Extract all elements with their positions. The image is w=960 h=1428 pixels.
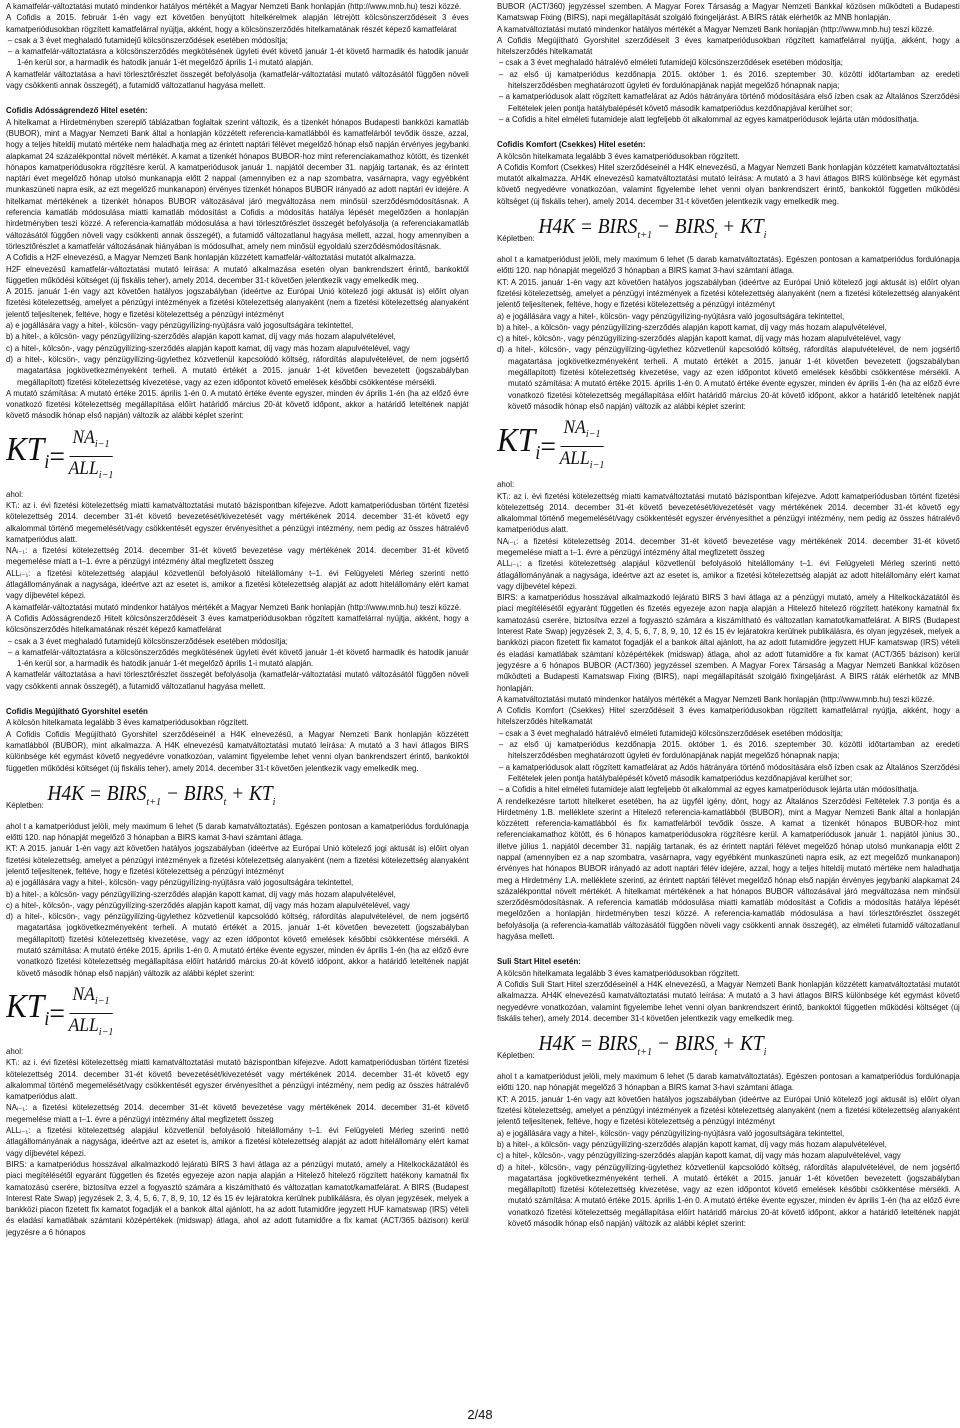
paragraph: H2F elnevezésű kamatfelár-változtatási mutató leírása: A mutató alkalmazása esetén olyan bankrendszert érintő, bankoktól független működési költséget (új fiskális teher), amely 2014. december 31-t követően jelentkezik vagy emelkedik meg.: [6, 263, 469, 285]
paragraph: ahol:: [497, 479, 515, 490]
formula-lhs: $KT_i$: [6, 988, 50, 1031]
paragraph: A Cofidis Cofidis Megújítható Gyorshitel szerződéseinél a H4K elnevezésű, a Magyar Nemzeti Bank honlapján közzétett kamatlábból (BUBOR), mint alkalmazza. A H4K elnevezésű kamatváltoztatási mutató leírása: A mutató a 3 havi átlagos BIRS különbsége két egymást követő negyedévre vonatkozóan, valamint figyelembe lehet venni olyan bankrendszert érintő, bankoktól független működési költséget (új fiskális teher), amely 2014. december 31-t követően jelentkezik vagy emelkedik meg.: [6, 728, 469, 773]
definition: KTᵢ: az i. évi fizetési kötelezettség miatti kamatváltoztatási mutató bázispontban kifejezve. Adott kamatperiódusban történt fizetési kötelezettség 2014. december 31-ét követő bevezetését/kivezetését vagy mértékének 2014. december 31-ét követő egy alkalommal történő megemelését/vagy csökkentését egyszer érvényesíthet a pénzügyi intézmény, nem pedig az összes hátralévő kamatperiódus alatt.: [6, 499, 469, 544]
formula-denominator: $ALL_{i-1}$: [68, 457, 114, 481]
list-item: – a kamatperiódusok alatt rögzített kamatfelárat az Adós hátrányára történő módosítására első ízben csak az Általános Szerződési Feltételek jelen pontja hatálybalépését követő második kamatperiódus kezdőnapjával kerülhet sor;: [498, 91, 960, 113]
list-item: – a kamatfelár-változtatásra a kölcsönszerződés megkötésének ügyleti évét követő január 1-ét követő harmadik és hatodik január 1-én kerül sor, a harmadik és hatodik január 1-ét megelőző április 1-i mutató alapján.: [7, 646, 469, 669]
list-item: c) a hitel-, kölcsön-, vagy pénzügyilízing-szerződés alapján kapott kamat, díj vagy más hozam alapulvételével, vagy: [6, 899, 410, 910]
list-item: b) a hitel-, a kölcsön- vagy pénzügyilízing-szerződés alapján kapott kamat, díj vagy más hozam alapulvételével,: [6, 888, 396, 899]
list-item: a) e jogállására vagy a hitel-, kölcsön- vagy pénzügyilízing-nyújtásra való jogosultságára tekintettel,: [6, 320, 354, 331]
paragraph: A kamatfelár változtatása a havi törlesztőrészlet összegét befolyásolja (kamatfelár-változtatási mutató változásától függően növeli vagy csökkenti annak összegét), a futamidő változatlanul hagyása mellett.: [6, 669, 469, 691]
left-column: [6, 1, 469, 1403]
formula-numerator: $NA_{i-1}$: [70, 428, 113, 457]
paragraph: A kölcsön hitelkamata legalább 3 éves kamatperiódusokban rögzített.: [6, 717, 249, 728]
list-item: – az első új kamatperiódus kezdőnapja 2015. október 1. és 2016. szeptember 30. közötti időtartamban az eredeti hitelszerződésben meghatározott ügyleti év fordulónapjának napját megelőző hónapnak napja;: [498, 68, 960, 91]
paragraph: A kölcsön hitelkamata legalább 3 éves kamatperiódusokban rögzített.: [497, 150, 740, 161]
paragraph: A Cofidis Megújítható Gyorshitel szerződéseit 3 éves kamatperiódusokban rögzített kamatfelárral nyújtja, akként, hogy a hitelszerződés hitelkamatát: [497, 34, 960, 57]
formula-numerator: $NA_{i-1}$: [70, 985, 113, 1014]
definition: NAᵢ₋₁: a fizetési kötelezettség 2014. december 31-ét követő bevezetése vagy mértékének 2014. december 31-ét követő megemelése miatt a t–1. évre a pénzügyi intézmény által megfizetett összeg: [6, 1102, 469, 1124]
paragraph: ahol:: [6, 1045, 24, 1056]
formula-label: Képletben:: [497, 1049, 535, 1060]
definition: NAᵢ₋₁: a fizetési kötelezettség 2014. december 31-ét követő bevezetése vagy mértékének 2014. december 31-ét követő megemelése miatt a t–1. évre a pénzügyi intézmény által megfizetett összeg: [6, 545, 469, 567]
paragraph: A rendelkezésre tartott hitelkeret esetében, ha az ügyfél igény, dönt, hogy az Általános Szerződési Feltételek 7.3 pontja és a Hirdetmény 1.B. melléklete szerint a Hitelező referencia-kamatlábból (BUBOR), mint a Magyar Nemzeti Bank által a honlapján közzétett referencia-kamatlábból és fix kamatfelárból tevődik össze. A kamat a tizenkét hónapos BUBOR-hoz mint referenciakamathoz kötött, és 6 hónapos kamatperiódusokra rögzítésre kerül. A kamatperiódusok január 1. napjától június 30., illetve július 1. napjától december 31. napjáig tartanak, és az érintett naptári félévet megelőző hónap utolsó munkanapja előtt 2 nappal (amennyiben ez a nap szombatra, vasárnapra, vagy egyébként munkaszüneti napra esik, az ezt megelőző munkanapon) érvényes hat hónapos BUBOR irányadó az adott naptári félév idejére, azzal, hogy a teljes hiteldíj mutató mértéke nem haladhatja meg a Hirdetmény 1.A. melléklete szerinti, az érintett naptári félévet megelőző hónap első napján érvényes jegybanki alapkamat 24 százalékponttal növelt mértékét. A hitelkamat mértékének a hat hónapos BUBOR változásával járó megváltozása nem minősül szerződésmódosításnak. A referencia kamatláb módosulása miatti kamatláb módosítást a Cofidis a módosítás hatálya lépését megelőzően a honlapján hirdetményben teszi közzé. A referencia-kamatláb módosulása a havi törlesztőrészlet összegét befolyásolja (a referencia-kamatláb változásától függően növeli vagy csökkenti annak összegét), az elméleti futamidő változatlanul hagyása mellett.: [497, 795, 960, 942]
paragraph: A Cofidis Adósságrendező Hitelt kölcsönszerződéseit 3 éves kamatperiódusokban rögzített kamatfelárral nyújtja, akként, hogy a kölcsönszerződés hitelkamatának részét képező kamatfelárat: [6, 612, 469, 635]
formula-label: Képletben:: [6, 799, 44, 810]
list-item: – a Cofidis a hitel elméleti futamideje alatt legfeljebb öt alkalommal az egyes kamatperiódusok lejárta után módosíthatja.: [498, 113, 919, 124]
list-item: a) e jogállására vagy a hitel-, kölcsön- vagy pénzügyilízing-nyújtásra való jogosultságára tekintettel,: [497, 1127, 845, 1138]
list-item: – a kamatperiódusok alatt rögzített kamatfelárat az Adós hátrányára történő módosítására első ízben csak az Általános Szerződési Feltételek jelen pontja hatálybalépését követő második kamatperiódus kezdőnapjával kerülhet sor;: [498, 761, 960, 783]
paragraph: A 2015. január 1-én vagy azt követően hatályos jogszabályban (ideértve az Európai Unió kötelező jogi aktusát is) előírt olyan fizetési kötelezettség, amelyet a pénzügyi intézmények a fizetési kötelezettség alanyaként (nem a fizetési kötelezettség alanyaként jelentő teljesítenek, feltéve, hogy e fizetési kötelezettség a pénzügyi intézményt: [6, 286, 469, 319]
paragraph: A kamatfelár változtatása a havi törlesztőrészlet összegét befolyásolja (kamatfelár-változtatási mutató változásától függően növeli vagy csökkenti annak összegét), a futamidő változatlanul hagyása mellett.: [6, 68, 469, 91]
paragraph: KT: A 2015. január 1-én vagy azt követően hatályos jogszabályban (ideértve az Európai Unió kötelező jogi aktusát is) előírt olyan fizetési kötelezettség, amelyet a pénzügyi intézmények a fizetési kötelezettség alanyaként (nem a fizetési kötelezettség alanyaként jelentő teljesítenek, feltéve, hogy e fizetési kötelezettség a pénzügyi intézményt: [497, 1093, 960, 1127]
section-heading-adossagrendezo: Cofidis Adósságrendező Hitel esetén:: [6, 105, 148, 116]
paragraph: BUBOR (ACT/360) jegyzéssel szemben. A Magyar Forex Társaság a Magyar Nemzeti Bankkal közösen működteti a Budapesti Kamatswap Fixing (BIRS), napi megállapítását szolgáló fixingeljárást. A BIRS ráták elérhetők az MNB honlapján.: [497, 1, 960, 23]
list-item: d) a hitel-, kölcsön-, vagy pénzügyilízing-ügylethez közvetlenül kapcsolódó költség, ráfordítás alapulvételével, de nem jogsértő magatartása jogkövetkezményeként terheli. A mutató értékét a 2015. január 1-ét követően bevezetett (jogszabályban megállapított) fizetési kötelezettség kivezetése, vagy az ezen időpontot követő emelések későbbi csökkentése mérsékli. A mutató számítása: A mutató értéke 2015. április 1-én 0. A mutató értéke évente egyszer, minden év április 1-én (ha az előző évre vonatkozó fizetési kötelezettség megállapítása előírt határidő március 20-át követő időpont, akkor a határidő leteltének napját követő második hónap első napján) változik az alábbi képlet szerint:: [6, 911, 469, 978]
formula-equals: =: [540, 430, 556, 464]
definition: KTᵢ: az i. évi fizetési kötelezettség miatti kamatváltoztatási mutató bázispontban kifejezve. Adott kamatperiódusban történt fizetési kötelezettség 2014. december 31-ét követő bevezetését/kivezetését vagy mértékének 2014. december 31-ét követő egy alkalommal történő megemelését/vagy csökkentését egyszer érvényesíthet a pénzügyi intézmény, nem pedig az összes hátralévő kamatperiódus alatt.: [497, 490, 960, 535]
formula-fraction: [69, 428, 114, 485]
list-item: d) a hitel-, kölcsön-, vagy pénzügyilízing-ügylethez közvetlenül kapcsolódó költség, ráfordítás alapulvételével, de nem jogsértő magatartása jogkövetkezményeként terheli. A mutató értékét a 2015. január 1-ét követően bevezetett (jogszabályban megállapított) fizetési kötelezettség kivezetése, vagy az ezen időpontot követő emelések későbbi csökkentése mérsékli. A mutató számítása: A mutató értéke 2015. április 1-én 0. A mutató értéke évente egyszer, minden év április 1-én (ha az előző évre vonatkozó fizetési kötelezettség megállapítása előírt határidő március 20-át követő időpont, akkor a határidő leteltének napját követő második hónap első napján) változik az alábbi képlet szerint:: [497, 344, 960, 411]
paragraph: A hitelkamat a Hirdetményben szereplő táblázatban foglaltak szerint változik, és a tizenkét hónapos Budapesti bankközi kamatláb (BUBOR), mint a Magyar Nemzeti Bank által a honlapján közzétett referencia-kamatlábból és kamatfelárból tevődik össze, azzal, hogy a teljes hiteldíj mutató mértéke nem haladhatja meg az érintett naptári félévet megelőző hónap első napján érvényes jegybanki alapkamat 24 százalékponttal növelt mértékét. A kamat a tizenkét hónapos BUBOR-hoz mint referenciakamathoz kötött, és tizenkét hónapos kamatperiódusokra rögzítésre kerül. A kamatperiódusok január 1. napjától december 31. napjáig tartanak, és az érintett naptári évet megelőző hónap utolsó munkanapja előtt 2 nappal (amennyiben ez a nap szombatra, vasárnapra, vagy egyébként munkaszüneti napra esik, az ezt megelőző munkanapon) érvényes tizenkét hónapos BUBOR irányadó az adott naptári év idejére. A hitelkamat mértékének a tizenkét hónapos BUBOR változásával járó megváltozása nem minősül szerződésmódosításnak. A referencia kamatláb módosulása miatti kamatláb módosítást a Cofidis a módosítás hatálya lépését megelőzően a honlapján hirdetményben teszi közzé. A referencia-kamatláb módosulása a havi törlesztőrészlet összegét befolyásolja (a referenciakamatláb változásától függően növeli vagy csökkenti annak összegét), a futamidő változatlanul hagyása mellett, azzal, hogy amennyiben a törlesztőrészlet a kamatfelár változásának hiányában is módosulhat, amely nem minősül egyoldalú szerződésmódosításnak.: [6, 116, 469, 251]
formula-expression: $H4K = BIRS_{t+1}$ − $BIRS_t + KT_i$: [538, 214, 767, 242]
formula-expression: $H4K = BIRS_{t+1}$ − $BIRS_t + KT_i$: [47, 780, 276, 808]
paragraph: A Cofidis Suli Start Hitel szerződéseinél a H4K elnevezésű, a Magyar Nemzeti Bank honlapján közzétett kamatváltoztatási mutatót alkalmazza. AH4K elnevezésű kamatváltoztatási mutató leírása: A mutató a 3 havi átlagos BIRS különbsége két egymást követő negyedévre vonatkozóan, valamint figyelembe lehet venni olyan bankrendszert érintő, bankoktól független működési költséget (új fiskális teher), amely 2014. december 31-t követően jelentkezik vagy emelkedik meg.: [497, 978, 960, 1023]
formula-lhs: $KT_i$: [497, 421, 541, 464]
paragraph: ahol t a kamatperiódust jelöli, mely maximum 6 lehet (5 darab kamatváltoztatás). Egészen pontosan a kamatperiódus fordulónapja előtti 120. nap hónapját megelőző 3 hónapban a BIRS kamat 3-havi számtani átlaga.: [497, 254, 960, 276]
list-item: c) a hitel-, kölcsön-, vagy pénzügyilízing-szerződés alapján kapott kamat, díj vagy más hozam alapulvételével, vagy: [6, 342, 410, 353]
paragraph: A kölcsön hitelkamata legalább 3 éves kamatperiódusokban rögzített.: [497, 967, 740, 978]
formula-equals: =: [49, 996, 65, 1030]
section-heading-komfort: Cofidis Komfort (Csekkes) Hitel esetén:: [497, 139, 646, 150]
formula-denominator: $ALL_{i-1}$: [68, 1014, 114, 1038]
list-item: b) a hitel-, a kölcsön- vagy pénzügyilízing-szerződés alapján kapott kamat, díj vagy más hozam alapulvételével,: [497, 321, 887, 332]
paragraph: KT: A 2015. január 1-én vagy azt követően hatályos jogszabályban (ideértve az Európai Unió kötelező jogi aktusát is) előírt olyan fizetési kötelezettség, amelyet a pénzügyi intézmények a fizetési kötelezettség alanyaként (nem a fizetési kötelezettség alanyaként jelentő teljesítenek, feltéve, hogy e fizetési kötelezettség a pénzügyi intézményt: [497, 276, 960, 310]
definition: KTᵢ: az i. évi fizetési kötelezettség miatti kamatváltoztatási mutató bázispontban kifejezve. Adott kamatperiódusban történt fizetési kötelezettség 2014. december 31-ét követő bevezetését/kivezetését vagy mértékének 2014. december 31-ét követő egy alkalommal történő megemelését/vagy csökkentését egyszer érvényesíthet a pénzügyi intézmény, nem pedig az összes hátralévő kamatperiódus alatt.: [6, 1057, 469, 1102]
formula-fraction: [560, 418, 605, 475]
list-item: a) e jogállására vagy a hitel-, kölcsön- vagy pénzügyilízing-nyújtásra való jogosultságára tekintettel,: [6, 877, 354, 888]
h4k-formula: [497, 1030, 960, 1065]
formula-equals: =: [49, 439, 65, 473]
list-item: a) e jogállására vagy a hitel-, kölcsön- vagy pénzügyilízing-nyújtásra való jogosultságára tekintettel,: [497, 310, 845, 321]
page-number: 2/48: [467, 1407, 493, 1422]
list-item: – az első új kamatperiódus kezdőnapja 2015. október 1. és 2016. szeptember 30. közötti időtartamban az eredeti hitelszerződésben meghatározott ügyleti év fordulónapjának napját megelőző hónapnak napja;: [498, 739, 960, 761]
paragraph: KT: A 2015. január 1-én vagy azt követően hatályos jogszabályban (ideértve az Európai Unió kötelező jogi aktusát is) előírt olyan fizetési kötelezettség, amelyet a pénzügyi intézmények a fizetési kötelezettség alanyaként (nem a fizetési kötelezettség alanyaként jelentő teljesítenek, feltéve, hogy e fizetési kötelezettség a pénzügyi intézményt: [6, 843, 469, 876]
paragraph: A Cofidis Komfort (Csekkes) Hitel szerződéseinél a H4K elnevezésű, a Magyar Nemzeti Bank honlapján közzétett kamatváltoztatási mutatót alkalmazza. AH4K elnevezésű kamatváltoztatási mutató leírása: A mutató a 3 havi átlagos BIRS különbsége két egymást követő negyedévre vonatkozóan, valamint figyelembe lehet venni olyan bankrendszert érintő, bankoktól független működési költséget (új fiskális teher), amely 2014. december 31-t követően jelentkezik vagy emelkedik meg.: [497, 161, 960, 206]
section-heading-megujithato: Cofidis Megújítható Gyorshitel esetén: [6, 706, 148, 717]
definition: ALLᵢ₋₁: a fizetési kötelezettség alapjául közvetlenül befolyásoló hitelállomány t–1. évi Felügyeleti Mérleg szerinti nettó átlagállományának a nagysága, ideértve azt az esetet is, amikor a fizetési kötelezettség alapját az adott hitelállomány elért kamat vagy díjbevétel képezi.: [6, 1125, 469, 1158]
list-item: c) a hitel-, kölcsön-, vagy pénzügyilízing-szerződés alapján kapott kamat, díj vagy más hozam alapulvételével, vagy: [497, 333, 901, 344]
formula-expression: $H4K = BIRS_{t+1}$ − $BIRS_t + KT_i$: [538, 1031, 767, 1059]
definition: ALLᵢ₋₁: a fizetési kötelezettség alapjául közvetlenül befolyásoló hitelállomány t–1. évi Felügyeleti Mérleg szerinti nettó átlagállományának a nagysága, ideértve azt az esetet is, amikor a fizetési kötelezettség alapját az adott hitelállomány elért kamat vagy díjbevétel képezi.: [6, 567, 469, 601]
list-item: c) a hitel-, kölcsön-, vagy pénzügyilízing-szerződés alapján kapott kamat, díj vagy más hozam alapulvételével, vagy: [497, 1150, 901, 1161]
paragraph: A kamatváltoztatási mutató mindenkor hatályos mértékét a Magyar Nemzeti Bank honlapján (http://www.mnb.hu) teszi közzé.: [497, 693, 935, 704]
formula-label: Képletben:: [497, 232, 535, 243]
paragraph: ahol:: [6, 488, 24, 499]
right-column: [497, 1, 960, 1403]
list-item: – csak a 3 évet meghaladó hátralévő elméleti futamidejű kölcsönszerződések esetében módosítja;: [498, 727, 843, 738]
paragraph: A kamatfelár-változtatási mutató mindenkor hatályos mértékét a Magyar Nemzeti Bank honlapján (http://www.mnb.hu) teszi közzé.: [6, 601, 462, 612]
paragraph: A Cofidis Komfort (Csekkes) Hitel szerződéseit 3 éves kamatperiódusokban rögzített kamatfelárral nyújtja, akként, hogy a hitelszerződés hitelkamatát: [497, 705, 960, 727]
kt-formula: [497, 418, 960, 475]
paragraph: A mutató számítása: A mutató értéke 2015. április 1-én 0. A mutató értéke évente egyszer, minden év április 1-én (ha az előző évre vonatkozó fizetési kötelezettség megállapítása előírt határidő március 20-át követő időpont, akkor a határidő leteltének napját követő második hónap első napján) változik az alábbi képlet szerint:: [6, 387, 469, 421]
formula-numerator: $NA_{i-1}$: [561, 418, 604, 447]
formula-denominator: $ALL_{i-1}$: [559, 448, 605, 472]
paragraph: A kamatváltoztatási mutató mindenkor hatályos mértékét a Magyar Nemzeti Bank honlapján (http://www.mnb.hu) teszi közzé.: [497, 23, 935, 34]
definition: BIRS: a kamatperiódus hosszával alkalmazkodó lejáratú BIRS 3 havi átlaga az a pénzügyi mutató, amely a Hitelkockázatától és piaci megítélésétől egyaránt független és fizetés egyezeje azon napja alapján a Hitelező hitelező rögzített hatékony kamatnál fix kamatozású cserére, biztosítva ezzel a fogyasztó számára a kiszámítható és változatlan kamatot/kamatfelárat. A BIRS (Budapest Interest Rate Swap) jegyzések 2, 3, 4, 5, 6, 7, 8, 9, 10, 12 és 15 év lejáratokra kerülnek publikálásra, és olyan jegyzések, melyek a bankközi piacon fizetett fix kamatot fogadják el a bankok által ajánlott, ha az adott futamidőre jegyzett HUF kamatswap (IRS) vételi és eladási kamatlábak számtani középértékek (midswap) átlaga, ahol az adott futamidőre a fix kamat (ACT/365 bázison) kerül jegyzésre a 6 hónapos: [6, 1158, 469, 1237]
definition: NAᵢ₋₁: a fizetési kötelezettség 2014. december 31-ét követő bevezetése vagy mértékének 2014. december 31-ét követő megemelése miatt a t–1. évre a pénzügyi intézmény által megfizetett összeg: [497, 535, 960, 557]
kt-formula: [6, 985, 469, 1042]
list-item: b) a hitel-, a kölcsön- vagy pénzügyilízing-szerződés alapján kapott kamat, díj vagy más hozam alapulvételével,: [6, 331, 396, 342]
list-item: – a kamatfelár-változtatásra a kölcsönszerződés megkötésének ügyleti évét követő január 1-ét követő harmadik és hatodik január 1-én kerül sor, a harmadik és hatodik január 1-ét megelőző április 1-i mutató alapján.: [7, 46, 469, 68]
formula-fraction: [69, 985, 114, 1042]
paragraph: A Cofidis a H2F elnevezésű, a Magyar Nemzeti Bank honlapján közzétett kamatfelár-változtatási mutatót alkalmazza.: [6, 252, 417, 263]
definition: ALLᵢ₋₁: a fizetési kötelezettség alapjául közvetlenül befolyásoló hitelállomány t–1. évi Felügyeleti Mérleg szerinti nettó átlagállományának a nagysága, ideértve azt az esetet is, amikor a fizetési kötelezettség alapját az adott hitelállomány elért kamat vagy díjbevétel képezi.: [497, 558, 960, 591]
formula-lhs: $KT_i$: [6, 431, 50, 474]
definition: BIRS: a kamatperiódus hosszával alkalmazkodó lejáratú BIRS 3 havi átlaga az a pénzügyi mutató, amely a Hitelkockázatától és piaci megítélésétől egyaránt független és fizetés egyezeje azon napja alapján a Hitelező hitelező rögzített hatékony kamatnál fix kamatozású cserére, biztosítva ezzel a fogyasztó számára a kiszámítható és változatlan kamatot/kamatfelárat. A BIRS (Budapest Interest Rate Swap) jegyzések 2, 3, 4, 5, 6, 7, 8, 9, 10, 12 és 15 év lejáratokra kerülnek publikálásra, és olyan jegyzések, melyek a bankközi piacon fizetett fix kamatot fogadják el a bankok által ajánlott, ha az adott futamidőre jegyzett HUF kamatswap (IRS) vételi és eladási kamatlábak számtani középértékek (midswap) átlaga, ahol az adott futamidőre a fix kamat (ACT/365 bázison) kerül jegyzésre a 6 hónapos BUBOR (ACT/360) jegyzéssel szemben. A Magyar Forex Társaság a Magyar Nemzeti Bankkal közösen működteti a Budapesti Kamatswap Fixing (BIRS), napi megállapítását szolgáló fixingeljárást. A BIRS ráták elérhetők az MNB honlapján.: [497, 592, 960, 693]
list-item: – csak a 3 évet meghaladó futamidejű kölcsönszerződések esetében módosítja;: [7, 635, 288, 646]
paragraph: A Cofidis a 2015. február 1-én vagy ezt követően benyújtott hitelkérelmek alapján létrejött kölcsönszerződéseit 3 éves kamatperiódusokban rögzített kamatfelárral nyújtja, akként, hogy a kölcsönszerződés hitelkamatának részét képező kamatfelárat: [6, 12, 469, 34]
list-item: d) a hitel-, kölcsön-, vagy pénzügyilízing-ügylethez közvetlenül kapcsolódó költség, ráfordítás alapulvételével, de nem jogsértő magatartása jogkövetkezményeként terheli. A mutató értékét a 2015. január 1-ét követően bevezetett (jogszabályban megállapított) fizetési kötelezettség kivezetése, vagy az ezen időpontot követő emelések későbbi csökkentése mérsékli.: [6, 353, 469, 387]
h4k-formula: [497, 213, 960, 248]
paragraph: A kamatfelár-változtatási mutató mindenkor hatályos mértékét a Magyar Nemzeti Bank honlapján (http://www.mnb.hu) teszi közzé.: [6, 1, 462, 11]
list-item: b) a hitel-, a kölcsön- vagy pénzügyilízing-szerződés alapján kapott kamat, díj vagy más hozam alapulvételével,: [497, 1138, 887, 1149]
section-heading-suli-start: Suli Start Hitel esetén:: [497, 956, 581, 967]
paragraph: ahol t a kamatperiódust jelöli, mely maximum 6 lehet (5 darab kamatváltoztatás). Egészen pontosan a kamatperiódus fordulónapja előtti 120. nap hónapját megelőző 3 hónapban a BIRS kamat 3-havi számtani átlaga.: [6, 820, 469, 843]
list-item: – csak a 3 évet meghaladó futamidejű kölcsönszerződések esetében módosítja;: [7, 34, 288, 45]
list-item: d) a hitel-, kölcsön-, vagy pénzügyilízing-ügylethez közvetlenül kapcsolódó költség, ráfordítás alapulvételével, de nem jogsértő magatartása jogkövetkezményeként terheli. A mutató értékét a 2015. január 1-ét követően bevezetett (jogszabályban megállapított) fizetési kötelezettség kivezetése, vagy az ezen időpontot követő emelések későbbi csökkentése mérsékli. A mutató számítása: A mutató értéke 2015. április 1-én 0. A mutató értéke évente egyszer, minden év április 1-én (ha az előző évre vonatkozó fizetési kötelezettség megállapítása előírt határidő március 20-át követő időpont, akkor a határidő leteltének napját követő második hónap első napján) változik az alábbi képlet szerint:: [497, 1161, 960, 1229]
list-item: – a Cofidis a hitel elméleti futamideje alatt legfeljebb öt alkalommal az egyes kamatperiódusok lejárta után módosíthatja.: [498, 784, 919, 795]
kt-formula: [6, 428, 469, 485]
h4k-formula: [6, 780, 469, 815]
list-item: – csak a 3 évet meghaladó hátralévő elméleti futamidejű kölcsönszerződések esetében módosítja;: [498, 57, 843, 68]
paragraph: ahol t a kamatperiódust jelöli, mely maximum 6 lehet (5 darab kamatváltoztatás). Egészen pontosan a kamatperiódus fordulónapja előtti 120. nap hónapját megelőző 3 hónapban a BIRS kamat 3-havi számtani átlaga.: [497, 1071, 960, 1093]
